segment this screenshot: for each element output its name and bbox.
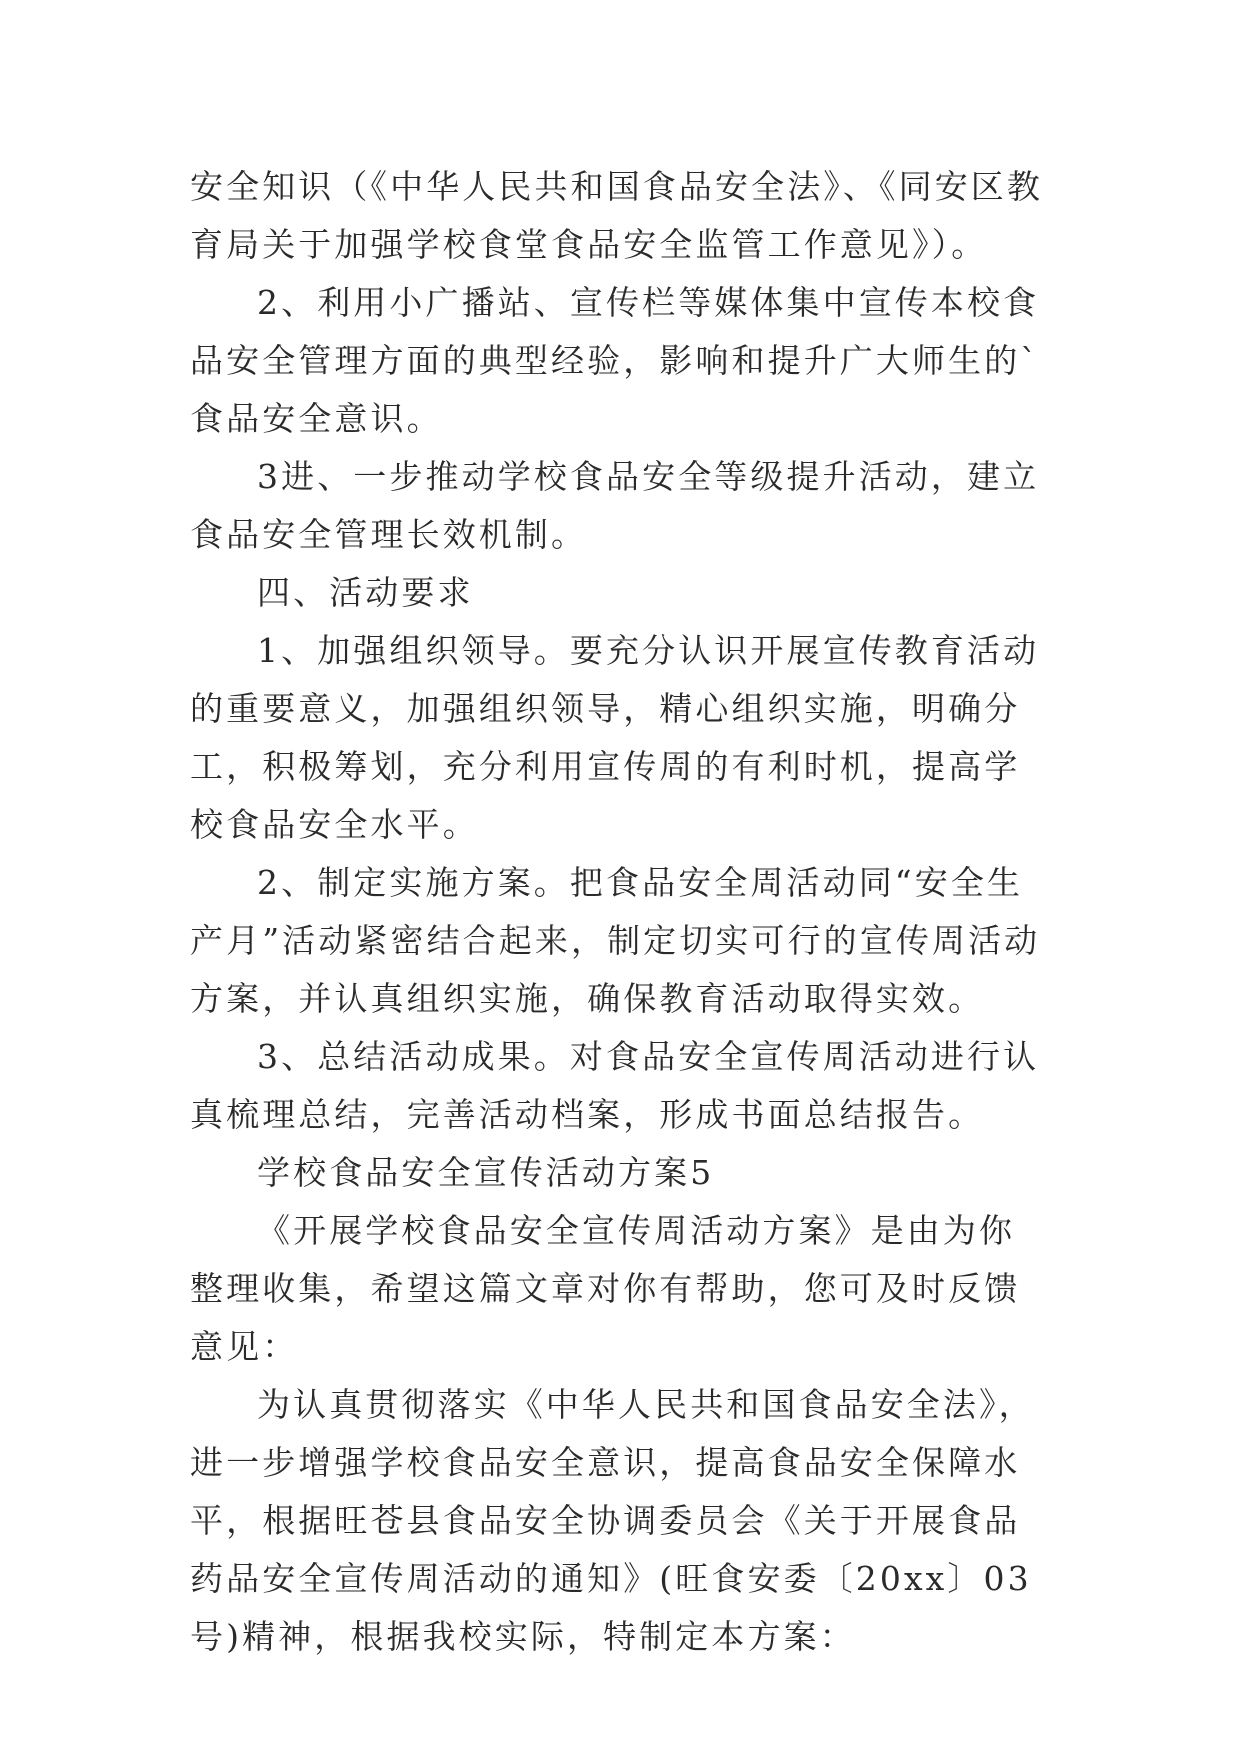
paragraph-intro-note: 《开展学校食品安全宣传周活动方案》是由为你整理收集，希望这篇文章对你有帮助，您可及时反馈意见： bbox=[190, 1211, 1021, 1366]
paragraph-item-3-promotion: 3进、一步推动学校食品安全等级提升活动，建立食品安全管理长效机制。 bbox=[190, 457, 1040, 554]
paragraph-requirement-2: 2、制定实施方案。把食品安全周活动同“安全生产月”活动紧密结合起来，制定切实可行的宣传周活动方案，并认真组织实施，确保教育活动取得实效。 bbox=[190, 863, 1041, 1018]
document-body bbox=[190, 158, 1050, 1666]
paragraph-item-2-broadcast: 2、利用小广播站、宣传栏等媒体集中宣传本校食品安全管理方面的典型经验，影响和提升广大师生的`食品安全意识。 bbox=[190, 283, 1040, 438]
paragraph-plan-purpose: 为认真贯彻落实《中华人民共和国食品安全法》，进一步增强学校食品安全意识，提高食品安全保障水平，根据旺苍县食品安全协调委员会《关于开展食品药品安全宣传周活动的通知》(旺食安委〔20xx〕03号)精神，根据我校实际，特制定本方案： bbox=[190, 1385, 1035, 1656]
paragraph-requirement-3: 3、总结活动成果。对食品安全宣传周活动进行认真梳理总结，完善活动档案，形成书面总结报告。 bbox=[190, 1037, 1040, 1134]
paragraph-knowledge-reference: 安全知识（《中华人民共和国食品安全法》、《同安区教育局关于加强学校食堂食品安全监管工作意见》）。 bbox=[190, 167, 1043, 264]
section-heading-requirements: 四、活动要求 bbox=[257, 573, 474, 612]
section-title-plan-5: 学校食品安全宣传活动方案5 bbox=[257, 1153, 715, 1192]
paragraph-requirement-1: 1、加强组织领导。要充分认识开展宣传教育活动的重要意义，加强组织领导，精心组织实施，明确分工，积极筹划，充分利用宣传周的有利时机，提高学校食品安全水平。 bbox=[190, 631, 1040, 844]
